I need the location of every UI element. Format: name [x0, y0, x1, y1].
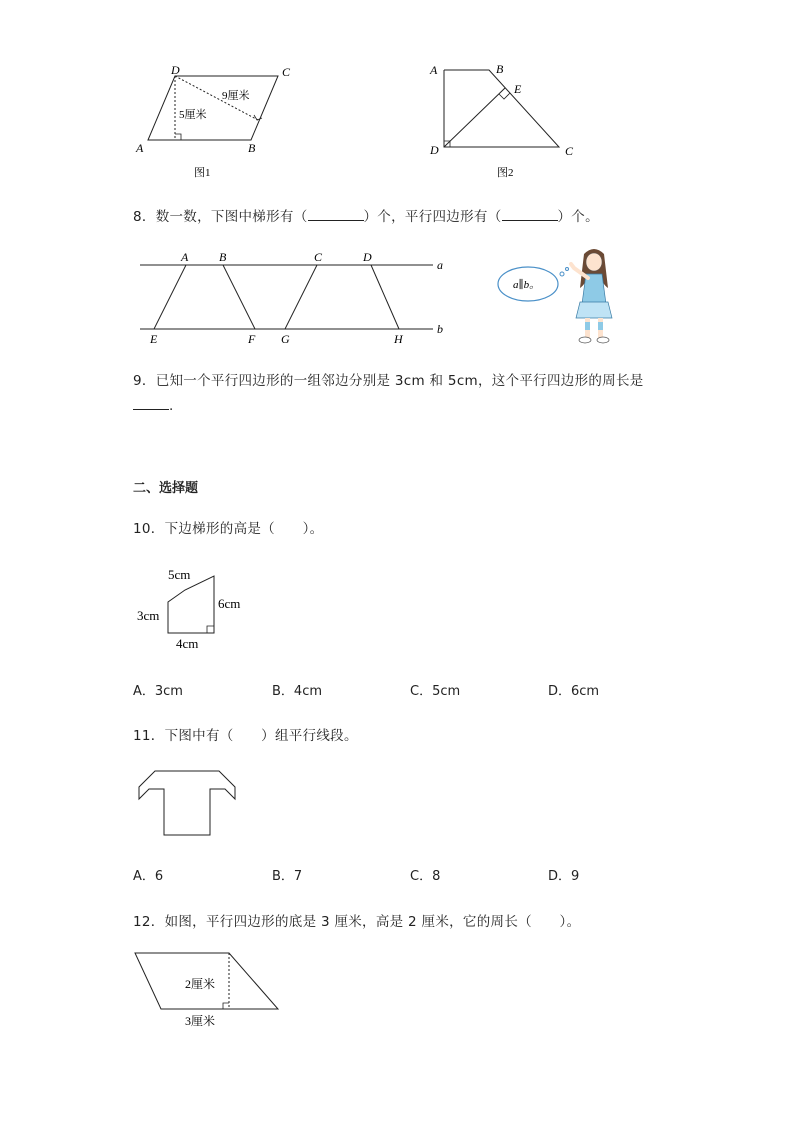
fig1-label-D: D	[171, 63, 180, 77]
fig1-diagonal-label: 9厘米	[222, 90, 250, 102]
q9-answer-line	[133, 398, 174, 414]
q8-line-b-label: b	[437, 322, 443, 336]
q10-left-label: 3cm	[137, 608, 160, 623]
q11-option-a[interactable]: A．6	[133, 869, 164, 884]
question-10: 10．下边梯形的高是（ ）。	[133, 521, 324, 537]
fig2-label-D: D	[430, 143, 439, 157]
q10-bottom-label: 4cm	[176, 636, 199, 651]
figure-1-parallelogram	[130, 62, 300, 184]
question-8	[133, 205, 599, 225]
q8-text-a: 8．数一数，下图中梯形有（	[133, 209, 308, 225]
fig2-caption: 图2	[497, 167, 514, 179]
q8-blank-parallelogram[interactable]	[502, 220, 558, 221]
q9-blank[interactable]	[133, 409, 169, 410]
q12-parallelogram-figure	[133, 945, 283, 1031]
fig1-label-B: B	[248, 141, 256, 155]
fig2-label-B: B	[496, 62, 504, 76]
q8-label-H: H	[394, 332, 403, 346]
q8-label-E: E	[150, 332, 158, 346]
fig1-label-A: A	[136, 141, 144, 155]
fig1-caption: 图1	[194, 167, 211, 179]
q10-trapezoid-figure	[133, 562, 263, 652]
q8-label-G: G	[281, 332, 290, 346]
girl-illustration	[496, 244, 620, 348]
q8-label-F: F	[248, 332, 256, 346]
question-9	[133, 369, 644, 389]
q11-option-c[interactable]: C．8	[410, 869, 441, 884]
q11-option-b[interactable]: B．7	[272, 869, 303, 884]
question-11: 11．下图中有（ ）组平行线段。	[133, 728, 358, 744]
q8-blank-trapezoid[interactable]	[308, 220, 364, 221]
fig2-label-E: E	[514, 82, 522, 96]
q8-label-B: B	[219, 250, 227, 264]
figure-2-trapezoid	[425, 58, 585, 184]
question-12: 12．如图，平行四边形的底是 3 厘米，高是 2 厘米，它的周长（ ）。	[133, 914, 581, 930]
q12-height-label: 2厘米	[185, 977, 216, 991]
q8-label-A: A	[181, 250, 189, 264]
q8-text-b: ）个，平行四边形有（	[363, 209, 502, 225]
q9-end: .	[169, 398, 174, 414]
q10-option-a[interactable]: A．3cm	[133, 684, 183, 699]
q8-text-c: ）个。	[557, 209, 599, 225]
q10-option-d[interactable]: D．6cm	[548, 684, 600, 699]
fig1-height-label: 5厘米	[179, 109, 207, 121]
q12-base-label: 3厘米	[185, 1014, 216, 1028]
q8-label-D: D	[363, 250, 372, 264]
q11-option-d[interactable]: D．9	[548, 869, 580, 884]
bubble-text: a∥b。	[513, 279, 541, 291]
fig1-label-C: C	[282, 65, 291, 79]
q10-option-c[interactable]: C．5cm	[410, 684, 461, 699]
section-title: 二、选择题	[133, 481, 199, 496]
q8-figure-parallel-lines	[135, 248, 455, 348]
fig2-label-A: A	[430, 63, 438, 77]
q9-text: 9．已知一个平行四边形的一组邻边分别是 3cm 和 5cm，这个平行四边形的周长是	[133, 373, 644, 389]
fig2-label-C: C	[565, 144, 574, 158]
q11-shirt-figure	[133, 765, 243, 841]
q10-top-label: 5cm	[168, 567, 191, 582]
q10-right-label: 6cm	[218, 596, 241, 611]
q8-line-a-label: a	[437, 258, 443, 272]
q10-option-b[interactable]: B．4cm	[272, 684, 323, 699]
q8-label-C: C	[314, 250, 323, 264]
